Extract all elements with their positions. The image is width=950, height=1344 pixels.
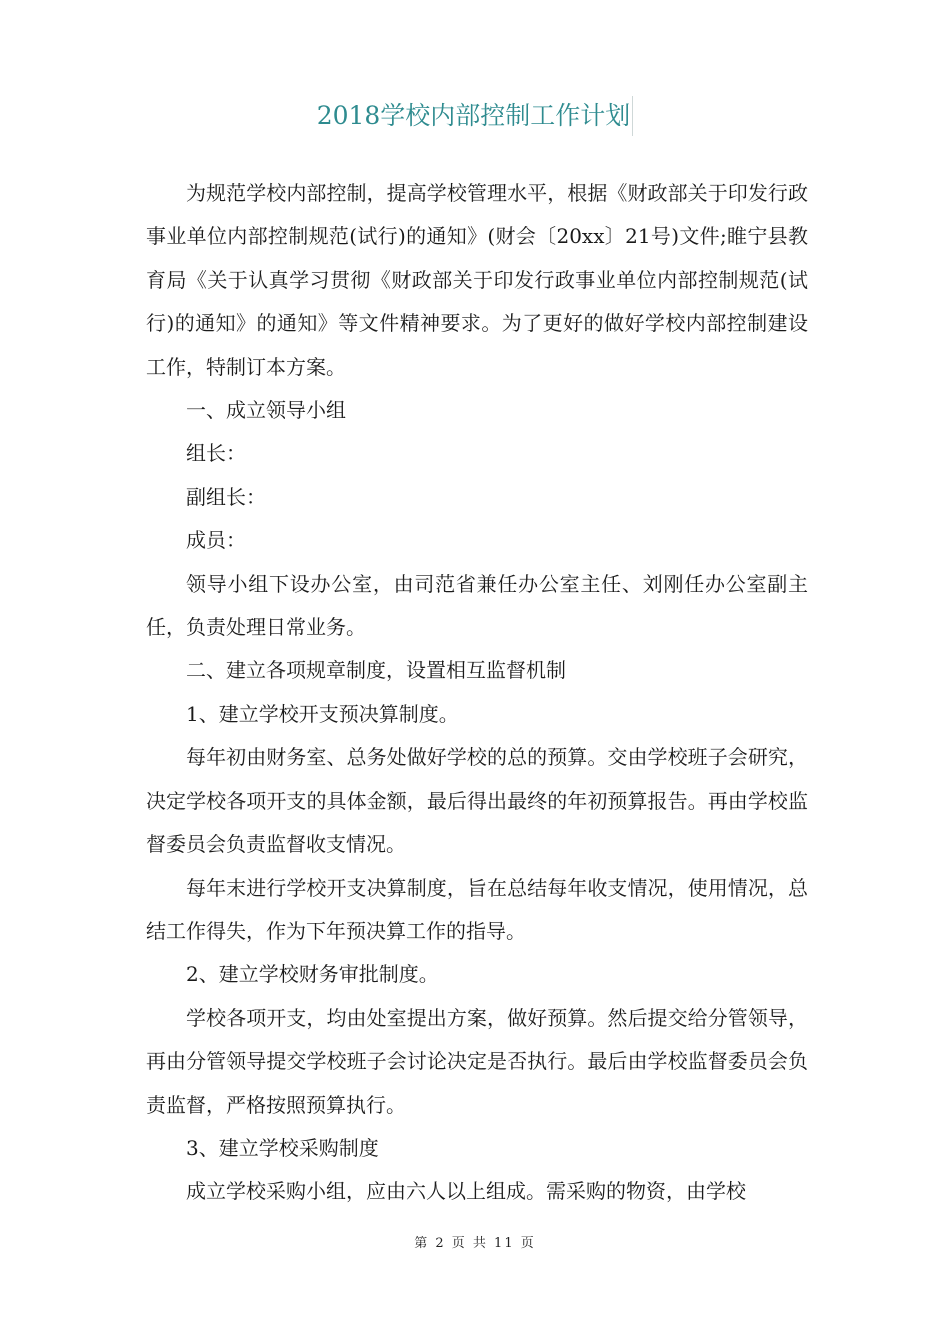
paragraph: 学校各项开支，均由处室提出方案，做好预算。然后提交给分管领导，再由分管领导提交学校班子会讨论决定是否执行。最后由学校监督委员会负责监督，严格按照预算执行。 xyxy=(146,1005,808,1117)
paragraph: 2、建立学校财务审批制度。 xyxy=(186,962,439,987)
paragraph: 副组长： xyxy=(186,484,266,509)
document-title xyxy=(0,96,950,136)
paragraph: 1、建立学校开支预决算制度。 xyxy=(186,701,459,726)
paragraph: 领导小组下设办公室，由司范省兼任办公室主任、刘刚任办公室副主任，负责处理日常业务。 xyxy=(146,571,808,640)
paragraph: 每年末进行学校开支决算制度，旨在总结每年收支情况，使用情况，总结工作得失，作为下年预决算工作的指导。 xyxy=(146,875,808,943)
paragraph: 为规范学校内部控制，提高学校管理水平，根据《财政部关于印发行政事业单位内部控制规范(试行)的通知》(财会〔20xx〕21号)文件;睢宁县教育局《关于认真学习贯彻《财政部关于印发行政事业单位内部控制规范(试行)的通知》的通知》等文件精神要求。为了更好的做好学校内部控制建设工作，特制订本方案。 xyxy=(146,181,808,379)
page-number: 第 2 页 共 11 页 xyxy=(414,1236,536,1251)
paragraph: 组长： xyxy=(186,441,246,466)
paragraph: 一、成立领导小组 xyxy=(186,398,346,423)
paragraph: 二、建立各项规章制度，设置相互监督机制 xyxy=(186,658,566,683)
paragraph: 每年初由财务室、总务处做好学校的总的预算。交由学校班子会研究，决定学校各项开支的具体金额，最后得出最终的年初预算报告。再由学校监督委员会负责监督收支情况。 xyxy=(146,745,808,857)
document-title-text: 2018学校内部控制工作计划 xyxy=(317,96,634,136)
paragraph: 成立学校采购小组，应由六人以上组成。需采购的物资，由学校 xyxy=(186,1179,746,1204)
paragraph: 成员： xyxy=(186,528,246,553)
paragraph: 3、建立学校采购制度 xyxy=(186,1135,379,1160)
document-body xyxy=(146,172,808,1214)
